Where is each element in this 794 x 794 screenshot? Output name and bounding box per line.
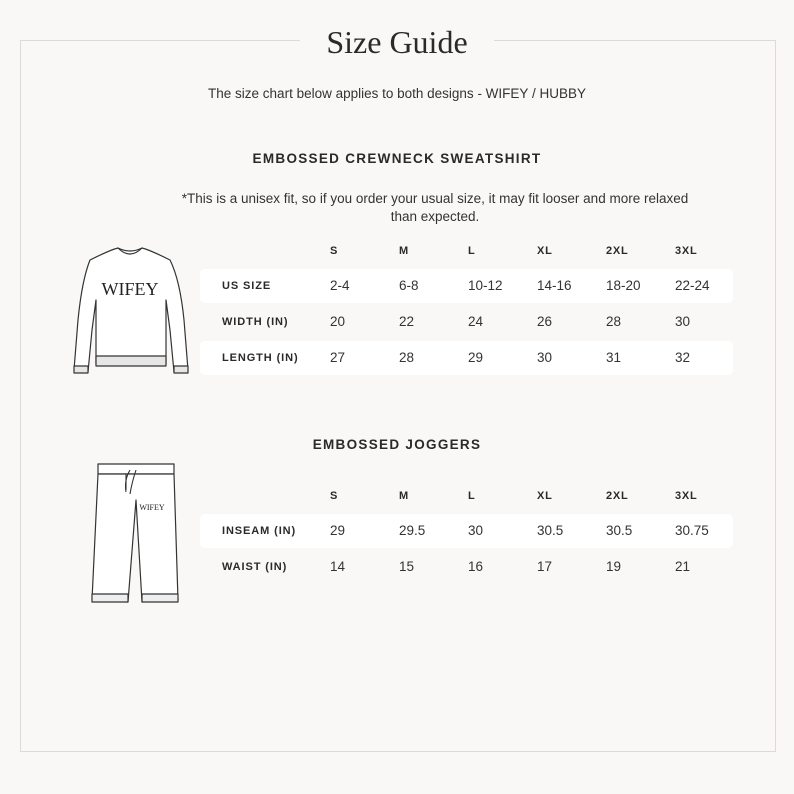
table-cell: 20 bbox=[330, 314, 346, 329]
sweatshirt-heading: EMBOSSED CREWNECK SWEATSHIRT bbox=[252, 151, 542, 166]
joggers-illustration bbox=[80, 460, 190, 610]
table-cell: 30.75 bbox=[675, 523, 709, 538]
table-cell: 6-8 bbox=[399, 278, 419, 293]
table-cell: 30 bbox=[537, 350, 553, 365]
table-cell: 28 bbox=[399, 350, 415, 365]
table-cell: 28 bbox=[606, 314, 622, 329]
table-cell: 14-16 bbox=[537, 278, 572, 293]
table-row bbox=[200, 305, 733, 339]
size-header: 2XL bbox=[606, 245, 629, 257]
table-cell: 29 bbox=[468, 350, 484, 365]
table-cell: 24 bbox=[468, 314, 484, 329]
size-header: L bbox=[468, 245, 476, 257]
table-cell: 15 bbox=[399, 559, 415, 574]
size-guide-frame bbox=[20, 40, 776, 752]
size-header: L bbox=[468, 490, 476, 502]
joggers-size-header bbox=[200, 479, 733, 513]
table-cell: 32 bbox=[675, 350, 691, 365]
table-cell: 29 bbox=[330, 523, 346, 538]
table-cell: 29.5 bbox=[399, 523, 426, 538]
joggers-print-text: WIFEY bbox=[139, 503, 165, 512]
row-label: LENGTH (IN) bbox=[222, 352, 299, 364]
row-label: WAIST (IN) bbox=[222, 561, 288, 573]
table-cell: 30.5 bbox=[606, 523, 633, 538]
table-row bbox=[200, 550, 733, 584]
table-cell: 27 bbox=[330, 350, 346, 365]
size-header: XL bbox=[537, 490, 553, 502]
size-header: 3XL bbox=[675, 245, 698, 257]
size-header: S bbox=[330, 245, 339, 257]
size-header: XL bbox=[537, 245, 553, 257]
size-header: 3XL bbox=[675, 490, 698, 502]
table-cell: 21 bbox=[675, 559, 691, 574]
table-cell: 18-20 bbox=[606, 278, 641, 293]
table-cell: 31 bbox=[606, 350, 622, 365]
table-row bbox=[200, 269, 733, 303]
table-cell: 30.5 bbox=[537, 523, 564, 538]
table-cell: 30 bbox=[468, 523, 484, 538]
table-cell: 16 bbox=[468, 559, 484, 574]
table-cell: 2-4 bbox=[330, 278, 350, 293]
sweatshirt-print-text: WIFEY bbox=[101, 279, 159, 299]
table-cell: 26 bbox=[537, 314, 553, 329]
size-header: 2XL bbox=[606, 490, 629, 502]
sweatshirt-illustration bbox=[60, 240, 200, 380]
table-cell: 17 bbox=[537, 559, 553, 574]
table-row bbox=[200, 514, 733, 548]
page-subtitle: The size chart below applies to both designs - WIFEY / HUBBY bbox=[208, 86, 586, 101]
page-title: Size Guide bbox=[300, 22, 494, 62]
table-cell: 22 bbox=[399, 314, 415, 329]
table-row bbox=[200, 341, 733, 375]
sweatshirt-size-header bbox=[200, 234, 733, 268]
size-header: S bbox=[330, 490, 339, 502]
row-label: US SIZE bbox=[222, 280, 272, 292]
joggers-heading: EMBOSSED JOGGERS bbox=[312, 437, 482, 452]
row-label: INSEAM (IN) bbox=[222, 525, 297, 537]
size-header: M bbox=[399, 245, 409, 257]
table-cell: 22-24 bbox=[675, 278, 710, 293]
fit-note: *This is a unisex fit, so if you order your usual size, it may fit looser and more relaxed than expected. bbox=[181, 191, 689, 224]
row-label: WIDTH (IN) bbox=[222, 316, 289, 328]
table-cell: 14 bbox=[330, 559, 346, 574]
size-header: M bbox=[399, 490, 409, 502]
table-cell: 10-12 bbox=[468, 278, 503, 293]
table-cell: 19 bbox=[606, 559, 622, 574]
table-cell: 30 bbox=[675, 314, 691, 329]
